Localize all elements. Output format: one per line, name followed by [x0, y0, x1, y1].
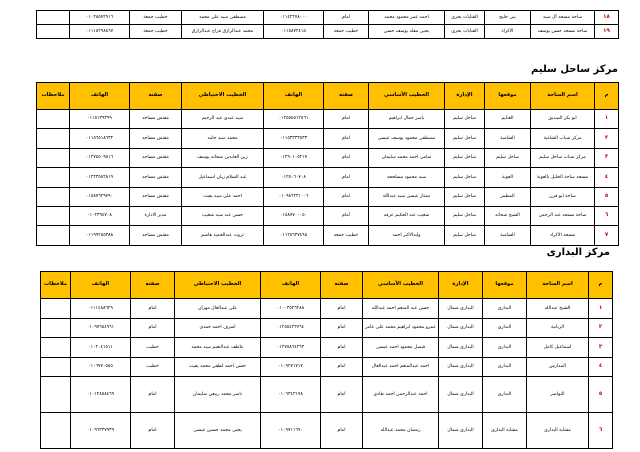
- preacher-role: امام: [321, 413, 363, 449]
- alt-preacher: زين العابدين شحاته يوسف: [182, 148, 264, 167]
- location: الشامية: [485, 226, 531, 245]
- table-row: [37, 226, 619, 245]
- notes: [37, 187, 70, 206]
- preacher-phone: ٠١٢٥٥٤٢٢٧٦٤: [261, 318, 321, 338]
- square-name: اسماعيل كامل: [527, 338, 589, 358]
- location: الشامية: [485, 129, 531, 148]
- main-preacher: ياسر جمال ابراهيم: [369, 110, 445, 129]
- location: البدارى: [483, 299, 527, 319]
- main-preacher: مصطفى محمود يوسف عيسى: [369, 129, 445, 148]
- row-index: ١٩: [595, 25, 619, 39]
- preacher-phone: ٠١٠٩٧١١٦٩٠: [261, 413, 321, 449]
- header-alt-preacher: الخطيب الاحتياطي: [182, 83, 264, 110]
- square-name: ساحة مسجد آل سيد: [531, 11, 595, 25]
- header-index: م: [595, 83, 619, 110]
- administration: البدارى شمال: [439, 357, 483, 377]
- alt-preacher-phone: ٠١٠٢٠٤١٥١١: [71, 338, 131, 358]
- header-alt-phone: الهاتف: [70, 83, 130, 110]
- notes: [41, 377, 71, 413]
- alt-preacher-role: امام: [131, 413, 175, 449]
- row-index: ٢: [595, 129, 619, 148]
- alt-preacher-role: مفتش مساجد: [130, 187, 182, 206]
- main-preacher: احمد عمر محمود محمد: [369, 11, 445, 25]
- row-index: ٢: [589, 318, 613, 338]
- alt-preacher: مصطفى سيد على محمد: [182, 11, 264, 25]
- preacher-role: امام: [324, 129, 369, 148]
- location: البدارى: [483, 357, 527, 377]
- preacher-role: خطيب جمعة: [324, 25, 369, 39]
- alt-preacher-phone: ٠١٠١٢٨٥٨٤٦٩: [71, 377, 131, 413]
- alt-preacher-phone: ٠١١١٥٢٩٨٨٦٧: [70, 25, 130, 39]
- administration: القنايات بحرى: [445, 25, 485, 39]
- table-row: [37, 206, 619, 225]
- preacher-phone: ٠١١٥٨٧٢٤١٥: [264, 25, 324, 39]
- header-administration: الإدارة: [445, 83, 485, 110]
- main-preacher: يحيى مقلد يوسف حسن: [369, 25, 445, 39]
- alt-preacher-phone: ٠١٠٩٦٣٣٧٩٣٩: [71, 413, 131, 449]
- square-name: ساحة مسجد عبد الرحمن: [531, 206, 595, 225]
- preacher-role: امام: [321, 357, 363, 377]
- header-index: م: [589, 272, 613, 299]
- table-row: [37, 110, 619, 129]
- preacher-role: خطيب جمعه: [324, 226, 369, 245]
- notes: [41, 357, 71, 377]
- alt-preacher-phone: ٠١٠٢٣٩٤٧٠٨: [70, 206, 130, 225]
- header-square-name: اسم الساحة: [531, 83, 595, 110]
- preacher-phone: ٠١٢٩٠١٠٥٢١٧: [264, 148, 324, 167]
- main-preacher: سامى احمد محمد سليمان: [369, 148, 445, 167]
- alt-preacher-role: خطيب جمعة: [130, 11, 182, 25]
- table-row: [41, 357, 613, 377]
- location: الغنايم: [485, 110, 531, 129]
- row-index: ٧: [595, 226, 619, 245]
- square-name: مركز شباب ساحل سليم: [531, 148, 595, 167]
- main-preacher: احمد عبدالرحمن احمد نقادى: [363, 377, 439, 413]
- main-preacher: رمضان محمد عبدالله: [363, 413, 439, 449]
- main-preacher: شعيب عبد الحكيم عرفه: [369, 206, 445, 225]
- administration: ساحل سليم: [445, 226, 485, 245]
- alt-preacher-role: مدير الادارة: [130, 206, 182, 225]
- table-row: [41, 413, 613, 449]
- header-phone: الهاتف: [261, 272, 321, 299]
- header-notes: ملاحظات: [41, 272, 71, 299]
- preacher-role: امام: [321, 377, 363, 413]
- main-preacher: قبصل محمود احمد عيسى: [363, 338, 439, 358]
- sahel-selim-table: [36, 82, 619, 246]
- header-row: [37, 83, 619, 110]
- preacher-phone: ٠١٠٦٣٤٣١٧٨: [261, 377, 321, 413]
- alt-preacher: حسن احمد لطفي محمد يفيت: [175, 357, 261, 377]
- notes: [37, 129, 70, 148]
- alt-preacher-role: مفتش مساجد: [130, 168, 182, 187]
- table-row: [37, 187, 619, 206]
- square-name: مشايه البدارى: [527, 413, 589, 449]
- table-row: [37, 25, 619, 39]
- square-name: مسجد ساحة الخليل بالعونة: [531, 168, 595, 187]
- square-name: ابو بكر الصديق: [531, 110, 595, 129]
- alt-preacher-phone: ٠١٥٨٧٦٢٩٧٩٠: [70, 187, 130, 206]
- administration: القنايات بحرى: [445, 11, 485, 25]
- alt-preacher-phone: ٠١١١٤٨٨٦٢٩: [71, 299, 131, 319]
- alt-preacher-role: خطيب: [131, 357, 175, 377]
- header-row: [41, 272, 613, 299]
- section-title-sahel-selim: مركز ساحل سليم: [531, 64, 618, 75]
- alt-preacher-phone: ٠١٠٩٧٦٥٤٩٦١: [71, 318, 131, 338]
- alt-preacher-role: خطيب جمعة: [130, 25, 182, 39]
- notes: [37, 110, 70, 129]
- table-row: [37, 148, 619, 167]
- preacher-role: امام: [324, 206, 369, 225]
- notes: [37, 168, 70, 187]
- administration: ساحل سليم: [445, 168, 485, 187]
- administration: البدارى شمال: [439, 377, 483, 413]
- header-role: صفته: [321, 272, 363, 299]
- table-row: [37, 129, 619, 148]
- location: البدارى: [483, 318, 527, 338]
- preacher-phone: ٠١٥٨٧٧٠٠٠٥٠: [264, 206, 324, 225]
- badari-body: [41, 299, 613, 449]
- table-row: [37, 11, 619, 25]
- preacher-role: امام: [324, 148, 369, 167]
- alt-preacher-role: امام: [131, 299, 175, 319]
- administration: ساحل سليم: [445, 187, 485, 206]
- square-name: المدارس: [527, 357, 589, 377]
- preacher-phone: ٠١١٥٣٣٣٣٥٣٣: [264, 129, 324, 148]
- table-row: [41, 377, 613, 413]
- location: الاكراد: [485, 25, 531, 39]
- notes: [37, 206, 70, 225]
- alt-preacher-role: امام: [131, 318, 175, 338]
- alt-preacher: محمد عبدالرازق فراج عبدالرازق: [182, 25, 264, 39]
- header-alt-role: صفته: [131, 272, 175, 299]
- preacher-phone: ٠١٠٩٨٦٢٣١٠٠٦: [264, 187, 324, 206]
- row-index: ٤: [589, 357, 613, 377]
- administration: ساحل سليم: [445, 148, 485, 167]
- preacher-phone: ٠١١٤٢٢٧٨٠٠٠: [264, 11, 324, 25]
- notes: [41, 338, 71, 358]
- alt-preacher: يحيى محمد حسين عيسى: [175, 413, 261, 449]
- location: بنى خليج: [485, 11, 531, 25]
- preacher-phone: ٠١١٢٥٦٣٧٤٩٥: [264, 226, 324, 245]
- header-main-preacher: الخطيب الأساسي: [363, 272, 439, 299]
- preacher-role: امام: [321, 338, 363, 358]
- location: ساحل سليم: [485, 148, 531, 167]
- row-index: ٦: [589, 413, 613, 449]
- header-main-preacher: الخطيب الأساسي: [369, 83, 445, 110]
- row-index: ٣: [589, 338, 613, 358]
- header-phone: الهاتف: [264, 83, 324, 110]
- alt-preacher: ناصر محمد ربيعي سليمان: [175, 377, 261, 413]
- sahel-selim-body: [37, 110, 619, 246]
- alt-preacher-phone: ٠١٢٢٣٥٥٢٨١٩: [70, 168, 130, 187]
- preacher-phone: ٠١٢٧٥٨٦٤٢٦٣: [261, 338, 321, 358]
- alt-preacher-role: خطيب: [131, 338, 175, 358]
- alt-preacher-role: امام: [131, 377, 175, 413]
- location: البدارى: [483, 377, 527, 413]
- alt-preacher-role: مفتش مساجد: [130, 148, 182, 167]
- main-preacher: ممتاز عيسى سيد عبدالله: [369, 187, 445, 206]
- square-name: الزنانية: [527, 318, 589, 338]
- row-index: ١: [595, 110, 619, 129]
- square-name: مركز شباب الشامية: [531, 129, 595, 148]
- square-name: النواصر: [527, 377, 589, 413]
- header-alt-preacher: الخطيب الاحتياطي: [175, 272, 261, 299]
- preacher-phone: ٠١٢٥٥٥٥١٢٥٦١: [264, 110, 324, 129]
- main-preacher: حسن عبد المنعم احمد عبدالله: [363, 299, 439, 319]
- location: العونة: [485, 168, 531, 187]
- administration: ساحل سليم: [445, 206, 485, 225]
- preacher-role: امام: [321, 299, 363, 319]
- row-index: ١٨: [595, 11, 619, 25]
- notes: [41, 318, 71, 338]
- square-name: مسجد الاكراد: [531, 226, 595, 245]
- location: مشايه البدارى: [483, 413, 527, 449]
- row-index: ٣: [595, 148, 619, 167]
- row-index: ٤: [595, 168, 619, 187]
- notes: [37, 25, 70, 39]
- alt-preacher: على عبدالعال مهران: [175, 299, 261, 319]
- row-index: ٥: [589, 377, 613, 413]
- preacher-role: امام: [324, 187, 369, 206]
- alt-preacher: حسن عبد سيد شعيب: [182, 206, 264, 225]
- header-role: صفته: [324, 83, 369, 110]
- header-notes: ملاحظات: [37, 83, 70, 110]
- square-name: ساحة ابو قرن: [531, 187, 595, 206]
- alt-preacher: محمد سيد حامد: [182, 129, 264, 148]
- notes: [37, 226, 70, 245]
- header-square-name: اسم الساحة: [527, 272, 589, 299]
- administration: البدارى شمال: [439, 338, 483, 358]
- section-title-badari: مركز البدارى: [546, 247, 610, 258]
- square-name: ساحة مسجد حسن يوسف: [531, 25, 595, 39]
- preacher-phone: ٠١٢٥٠٦٠٧٠٨: [264, 168, 324, 187]
- location: الشيخ شحاته: [485, 206, 531, 225]
- alt-preacher-role: مفتش مساجد: [130, 226, 182, 245]
- location: البدارى: [483, 338, 527, 358]
- alt-preacher-phone: ٠١١٥١٣٩٣٩٩: [70, 110, 130, 129]
- table-row: [41, 318, 613, 338]
- preacher-role: امام: [324, 110, 369, 129]
- row-index: ٥: [595, 187, 619, 206]
- header-alt-phone: الهاتف: [71, 272, 131, 299]
- alt-preacher-phone: ٠١١٥٦٥١٨٦٣٢: [70, 129, 130, 148]
- badari-table: [40, 271, 613, 449]
- administration: ساحل سليم: [445, 110, 485, 129]
- main-preacher: وليدالاكبر احمد: [369, 226, 445, 245]
- notes: [37, 148, 70, 167]
- top-table-body: [37, 11, 619, 39]
- row-index: ٦: [595, 206, 619, 225]
- alt-preacher-role: مفتش مساجد: [130, 110, 182, 129]
- administration: ساحل سليم: [445, 129, 485, 148]
- alt-preacher-phone: ٠١١٩٩٢٥٥٣٨٨: [70, 226, 130, 245]
- preacher-role: امام: [321, 318, 363, 338]
- row-index: ١: [589, 299, 613, 319]
- table-row: [41, 338, 613, 358]
- table-row: [37, 168, 619, 187]
- square-name: الشيخ عبدالله: [527, 299, 589, 319]
- header-location: موقعها: [485, 83, 531, 110]
- preacher-phone: ٠١٠٠٣٥٢٦٢٨٨: [261, 299, 321, 319]
- alt-preacher-phone: ٠١٠٦٧٧٠٥٥٥: [71, 357, 131, 377]
- alt-preacher: سيد عبدى عيد الرحيم: [182, 110, 264, 129]
- alt-preacher: اشرف احمد حمدي: [175, 318, 261, 338]
- administration: البدارى شمال: [439, 318, 483, 338]
- notes: [41, 413, 71, 449]
- alt-preacher-phone: ٠١٢٧٥٥٠٩٥١٦: [70, 148, 130, 167]
- alt-preacher: عاطف عبدالنعيم سيد محمد: [175, 338, 261, 358]
- location: المطمر: [485, 187, 531, 206]
- alt-preacher: ثروت عبدالحميد هاشم: [182, 226, 264, 245]
- preacher-role: امام: [324, 168, 369, 187]
- header-administration: الإدارة: [439, 272, 483, 299]
- administration: البدارى شمال: [439, 299, 483, 319]
- main-preacher: عمرو محمود ابراهيم محمد على عامر: [363, 318, 439, 338]
- preacher-phone: ٠١٠٩٢٧١٧١٧: [261, 357, 321, 377]
- notes: [41, 299, 71, 319]
- alt-preacher-role: مفتش مساجد: [130, 129, 182, 148]
- notes: [37, 11, 70, 25]
- preacher-role: امام: [324, 11, 369, 25]
- administration: البدارى شمال: [439, 413, 483, 449]
- table-row: [41, 299, 613, 319]
- top-table: [36, 10, 619, 39]
- main-preacher: سيد محمود مسلحجد: [369, 168, 445, 187]
- alt-preacher: احمد على سيد يفيت: [182, 187, 264, 206]
- header-location: موقعها: [483, 272, 527, 299]
- alt-preacher-phone: ٠١٠٢٨٥٧٢٩١٦: [70, 11, 130, 25]
- main-preacher: احمد عبدالمنعم احمد عبدالعال: [363, 357, 439, 377]
- header-alt-role: صفته: [130, 83, 182, 110]
- alt-preacher: عبد السلام زيان اسماعيل: [182, 168, 264, 187]
